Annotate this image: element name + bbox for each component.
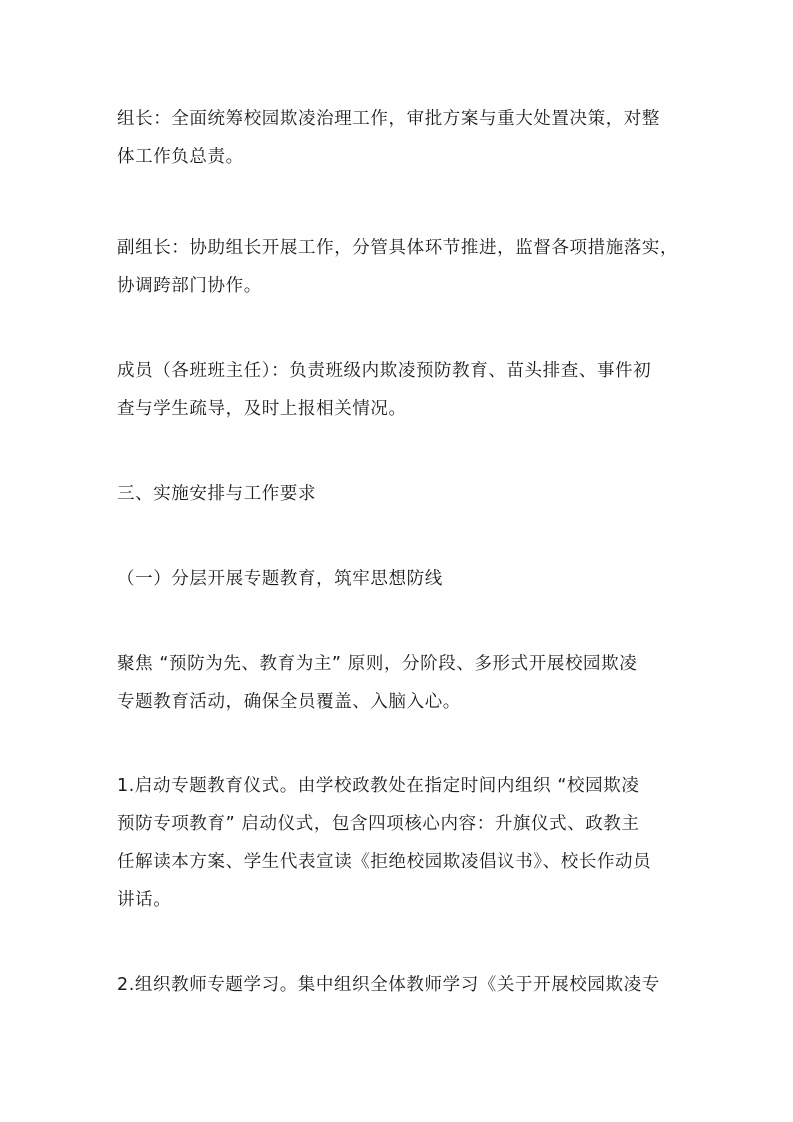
section-heading [117, 475, 687, 513]
text-line: 专题教育活动，确保全员覆盖、入脑入心。 [117, 692, 461, 712]
paragraph-members [117, 352, 687, 428]
text-line: 协调跨部门协作。 [117, 276, 262, 296]
text-line: 组长：全面统筹校园欺凌治理工作，审批方案与重大处置决策，对整 [117, 109, 660, 129]
paragraph-group-leader [117, 100, 687, 176]
paragraph-item-1 [117, 767, 687, 919]
text-line: 三、实施安排与工作要求 [117, 484, 317, 504]
text-line: 2.组织教师专题学习。集中组织全体教师学习《关于开展校园欺凌专 [117, 975, 660, 995]
text-line: 1.启动专题教育仪式。由学校政教处在指定时间内组织 “校园欺凌 [117, 776, 640, 796]
paragraph-item-2 [117, 966, 687, 1004]
text-line: 体工作负总责。 [117, 147, 244, 167]
text-line: 查与学生疏导，及时上报相关情况。 [117, 399, 407, 419]
text-line: （一）分层开展专题教育，筑牢思想防线 [117, 569, 443, 589]
paragraph-focus-principle [117, 645, 687, 721]
paragraph-deputy-leader [117, 229, 687, 305]
text-line: 任解读本方案、学生代表宣读《拒绝校园欺凌倡议书》、校长作动员 [117, 852, 652, 872]
text-line: 预防专项教育” 启动仪式，包含四项核心内容：升旗仪式、政教主 [117, 814, 640, 834]
text-line: 聚焦 “预防为先、教育为主” 原则，分阶段、多形式开展校园欺凌 [117, 654, 638, 674]
text-line: 讲话。 [117, 890, 172, 910]
text-line: 成员（各班班主任）：负责班级内欺凌预防教育、苗头排查、事件初 [117, 361, 652, 381]
text-line: 副组长：协助组长开展工作，分管具体环节推进，监督各项措施落实， [117, 238, 679, 258]
subsection-heading [117, 560, 687, 598]
